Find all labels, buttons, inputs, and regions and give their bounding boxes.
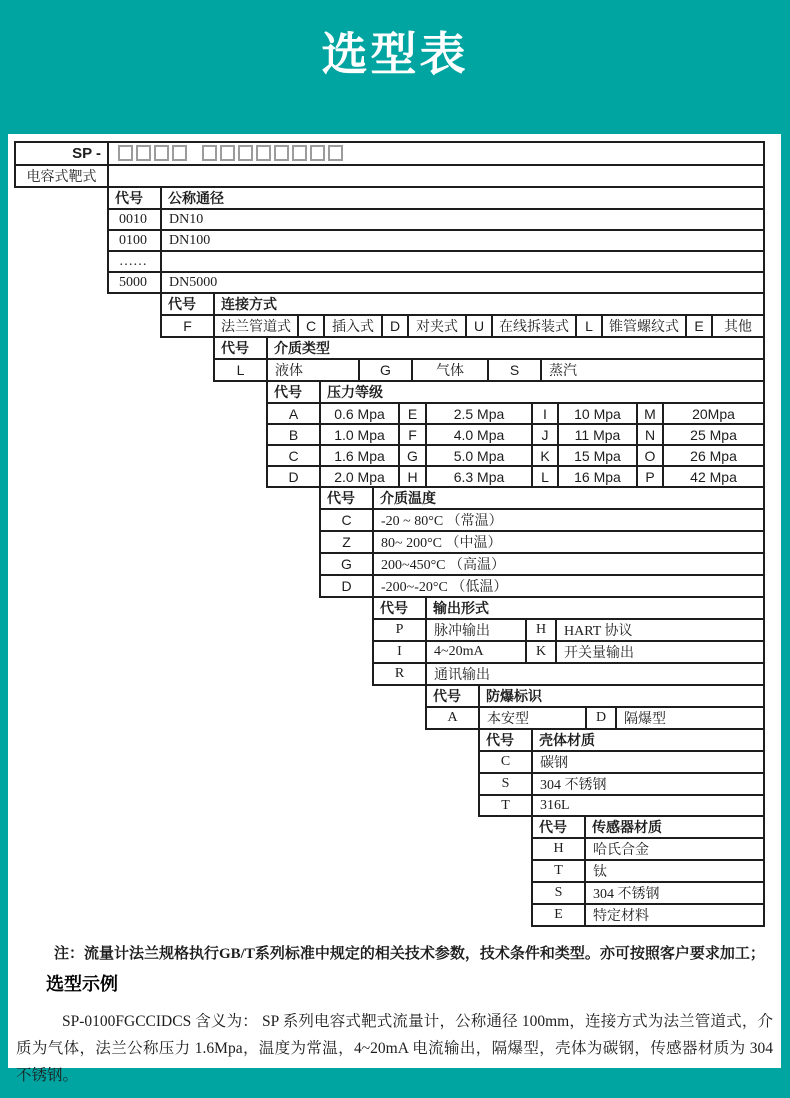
model-prefix: SP - — [15, 142, 108, 165]
label-cell: 11 Mpa — [558, 424, 637, 445]
category-header-cell: 传感器材质 — [585, 816, 764, 838]
placeholder-box — [292, 145, 307, 161]
flange-note: 注：流量计法兰规格执行GB/T系列标准中规定的相关技术参数，技术条件和类型。亦可按照客户要求加工； — [54, 946, 765, 962]
option-row — [479, 751, 764, 773]
label-cell: HART 协议 — [556, 619, 764, 641]
code-cell: G — [359, 359, 412, 381]
code-cell: L — [532, 466, 558, 487]
label-cell: 200~450°C （高温） — [373, 553, 764, 575]
category-header-cell: 连接方式 — [214, 293, 764, 315]
code-cell: B — [267, 424, 320, 445]
model-code-table — [14, 141, 765, 188]
label-cell: 26 Mpa — [663, 445, 764, 466]
label-cell: 液体 — [267, 359, 359, 381]
code-cell: R — [373, 663, 426, 685]
label-cell: -200~-20°C （低温） — [373, 575, 764, 597]
option-row — [267, 403, 764, 424]
option-row — [320, 531, 764, 553]
code-cell: G — [320, 553, 373, 575]
code-cell: 0100 — [108, 230, 161, 251]
code-header-cell: 代号 — [267, 381, 320, 403]
label-cell: 其他 — [712, 315, 764, 337]
label-cell: 碳钢 — [532, 751, 764, 773]
label-cell: 20Mpa — [663, 403, 764, 424]
label-cell: -20 ~ 80°C （常温） — [373, 509, 764, 531]
option-row — [108, 272, 764, 293]
code-cell: L — [576, 315, 602, 337]
level-5-table — [319, 486, 765, 598]
category-header-cell: 公称通径 — [161, 187, 764, 209]
code-header-cell: 代号 — [320, 487, 373, 509]
label-cell: 脉冲输出 — [426, 619, 526, 641]
label-cell: 316L — [532, 795, 764, 816]
code-cell: C — [298, 315, 324, 337]
label-cell: 本安型 — [479, 707, 586, 729]
code-cell: S — [488, 359, 541, 381]
placeholder-box — [118, 145, 133, 161]
option-row — [373, 663, 764, 685]
model-family-row — [15, 165, 764, 187]
code-header-cell: 代号 — [108, 187, 161, 209]
code-header-cell: 代号 — [373, 597, 426, 619]
code-cell: A — [426, 707, 479, 729]
code-cell: T — [532, 860, 585, 882]
level-9-table — [531, 815, 765, 927]
code-cell: E — [399, 403, 426, 424]
code-cell: M — [637, 403, 663, 424]
placeholder-box — [274, 145, 289, 161]
level-header-row — [373, 597, 764, 619]
code-cell: D — [382, 315, 408, 337]
selection-card — [8, 134, 781, 1084]
option-row — [214, 359, 764, 381]
label-cell: 哈氏合金 — [585, 838, 764, 860]
label-cell: 4.0 Mpa — [426, 424, 532, 445]
code-cell: O — [637, 445, 663, 466]
label-cell: 4~20mA — [426, 641, 526, 663]
label-cell: 10 Mpa — [558, 403, 637, 424]
model-code-placeholders — [116, 145, 346, 161]
code-cell: H — [526, 619, 556, 641]
code-cell: I — [532, 403, 558, 424]
placeholder-box — [310, 145, 325, 161]
code-cell: A — [267, 403, 320, 424]
level-4-table — [266, 380, 765, 488]
category-header-cell: 壳体材质 — [532, 729, 764, 751]
label-cell: 5.0 Mpa — [426, 445, 532, 466]
code-cell: D — [267, 466, 320, 487]
level-header-row — [532, 816, 764, 838]
level-header-row — [426, 685, 764, 707]
placeholder-box — [172, 145, 187, 161]
code-cell: P — [637, 466, 663, 487]
code-header-cell: 代号 — [214, 337, 267, 359]
code-cell: H — [532, 838, 585, 860]
option-row — [267, 424, 764, 445]
label-cell: 特定材料 — [585, 904, 764, 926]
code-cell: J — [532, 424, 558, 445]
category-header-cell: 介质类型 — [267, 337, 764, 359]
placeholder-box — [202, 145, 217, 161]
placeholder-box — [220, 145, 235, 161]
code-cell: C — [479, 751, 532, 773]
code-cell: N — [637, 424, 663, 445]
code-cell: 0010 — [108, 209, 161, 230]
code-cell: E — [532, 904, 585, 926]
code-cell: G — [399, 445, 426, 466]
code-cell: D — [586, 707, 616, 729]
level-header-row — [214, 337, 764, 359]
option-row — [532, 838, 764, 860]
code-cell: H — [399, 466, 426, 487]
code-cell: D — [320, 575, 373, 597]
label-cell: 通讯输出 — [426, 663, 764, 685]
model-family: 电容式靶式 — [15, 165, 108, 187]
label-cell: DN5000 — [161, 272, 764, 293]
placeholder-box — [328, 145, 343, 161]
code-header-cell: 代号 — [532, 816, 585, 838]
code-cell: T — [479, 795, 532, 816]
placeholder-group — [118, 145, 190, 161]
code-cell: S — [479, 773, 532, 795]
code-cell: E — [686, 315, 712, 337]
label-cell: 304 不锈钢 — [585, 882, 764, 904]
label-cell: DN10 — [161, 209, 764, 230]
option-row — [479, 795, 764, 816]
code-cell: I — [373, 641, 426, 663]
example-heading: 选型示例 — [46, 974, 118, 994]
label-cell: 在线拆装式 — [492, 315, 576, 337]
selection-staircase — [8, 134, 781, 927]
label-cell: 钛 — [585, 860, 764, 882]
level-header-row — [320, 487, 764, 509]
option-row — [426, 707, 764, 729]
label-cell: 80~ 200°C （中温） — [373, 531, 764, 553]
option-row — [532, 882, 764, 904]
option-row — [108, 230, 764, 251]
label-cell: 开关量输出 — [556, 641, 764, 663]
code-cell: F — [399, 424, 426, 445]
label-cell: 1.6 Mpa — [320, 445, 399, 466]
label-cell: 隔爆型 — [616, 707, 764, 729]
option-row — [320, 553, 764, 575]
level-header-row — [479, 729, 764, 751]
code-cell: U — [466, 315, 492, 337]
model-prefix-row — [15, 142, 764, 165]
model-code-cell — [108, 142, 764, 165]
option-row — [267, 466, 764, 487]
code-header-cell: 代号 — [426, 685, 479, 707]
code-cell: K — [532, 445, 558, 466]
placeholder-group — [202, 145, 346, 161]
code-cell: C — [267, 445, 320, 466]
code-cell: C — [320, 509, 373, 531]
label-cell: 15 Mpa — [558, 445, 637, 466]
level-header-row — [108, 187, 764, 209]
level-3-table — [213, 336, 765, 382]
option-row — [108, 209, 764, 230]
label-cell: 304 不锈钢 — [532, 773, 764, 795]
code-cell: S — [532, 882, 585, 904]
level-6-table — [372, 596, 765, 686]
option-row — [108, 251, 764, 272]
label-cell: 16 Mpa — [558, 466, 637, 487]
placeholder-box — [256, 145, 271, 161]
label-cell: 法兰管道式 — [214, 315, 298, 337]
option-row — [320, 575, 764, 597]
option-row — [267, 445, 764, 466]
label-cell: 气体 — [412, 359, 488, 381]
code-header-cell: 代号 — [161, 293, 214, 315]
label-cell — [161, 251, 764, 272]
level-7-table — [425, 684, 765, 730]
code-cell: K — [526, 641, 556, 663]
category-header-cell: 防爆标识 — [479, 685, 764, 707]
placeholder-box — [154, 145, 169, 161]
code-header-cell: 代号 — [479, 729, 532, 751]
option-row — [320, 509, 764, 531]
option-row — [479, 773, 764, 795]
option-row — [373, 619, 764, 641]
option-row — [161, 315, 764, 337]
label-cell: 25 Mpa — [663, 424, 764, 445]
placeholder-box — [238, 145, 253, 161]
option-row — [532, 904, 764, 926]
code-cell: F — [161, 315, 214, 337]
label-cell: 插入式 — [324, 315, 382, 337]
code-cell: …… — [108, 251, 161, 272]
level-2-table — [160, 292, 765, 338]
code-cell: Z — [320, 531, 373, 553]
label-cell: 6.3 Mpa — [426, 466, 532, 487]
page-title: 选型表 — [321, 28, 469, 80]
label-cell: 2.0 Mpa — [320, 466, 399, 487]
code-cell: L — [214, 359, 267, 381]
model-family-spacer — [108, 165, 764, 187]
label-cell: 锥管螺纹式 — [602, 315, 686, 337]
placeholder-box — [136, 145, 151, 161]
level-8-table — [478, 728, 765, 817]
code-cell: 5000 — [108, 272, 161, 293]
label-cell: 对夹式 — [408, 315, 466, 337]
level-header-row — [161, 293, 764, 315]
label-cell: 蒸汽 — [541, 359, 764, 381]
option-row — [373, 641, 764, 663]
label-cell: 42 Mpa — [663, 466, 764, 487]
label-cell: DN100 — [161, 230, 764, 251]
example-text: SP-0100FGCCIDCS 含义为： SP 系列电容式靶式流量计，公称通径 100mm，连接方式为法兰管道式，介质为气体，法兰公称压力 1.6Mpa，温度为常温，4~20mA 电流输出，隔爆型，壳体为碳钢，传感器材质为 304 不锈钢。 — [16, 1012, 773, 1084]
option-row — [532, 860, 764, 882]
category-header-cell: 输出形式 — [426, 597, 764, 619]
category-header-cell: 介质温度 — [373, 487, 764, 509]
category-header-cell: 压力等级 — [320, 381, 764, 403]
code-cell: P — [373, 619, 426, 641]
label-cell: 0.6 Mpa — [320, 403, 399, 424]
level-header-row — [267, 381, 764, 403]
label-cell: 1.0 Mpa — [320, 424, 399, 445]
level-1-table — [107, 186, 765, 294]
label-cell: 2.5 Mpa — [426, 403, 532, 424]
